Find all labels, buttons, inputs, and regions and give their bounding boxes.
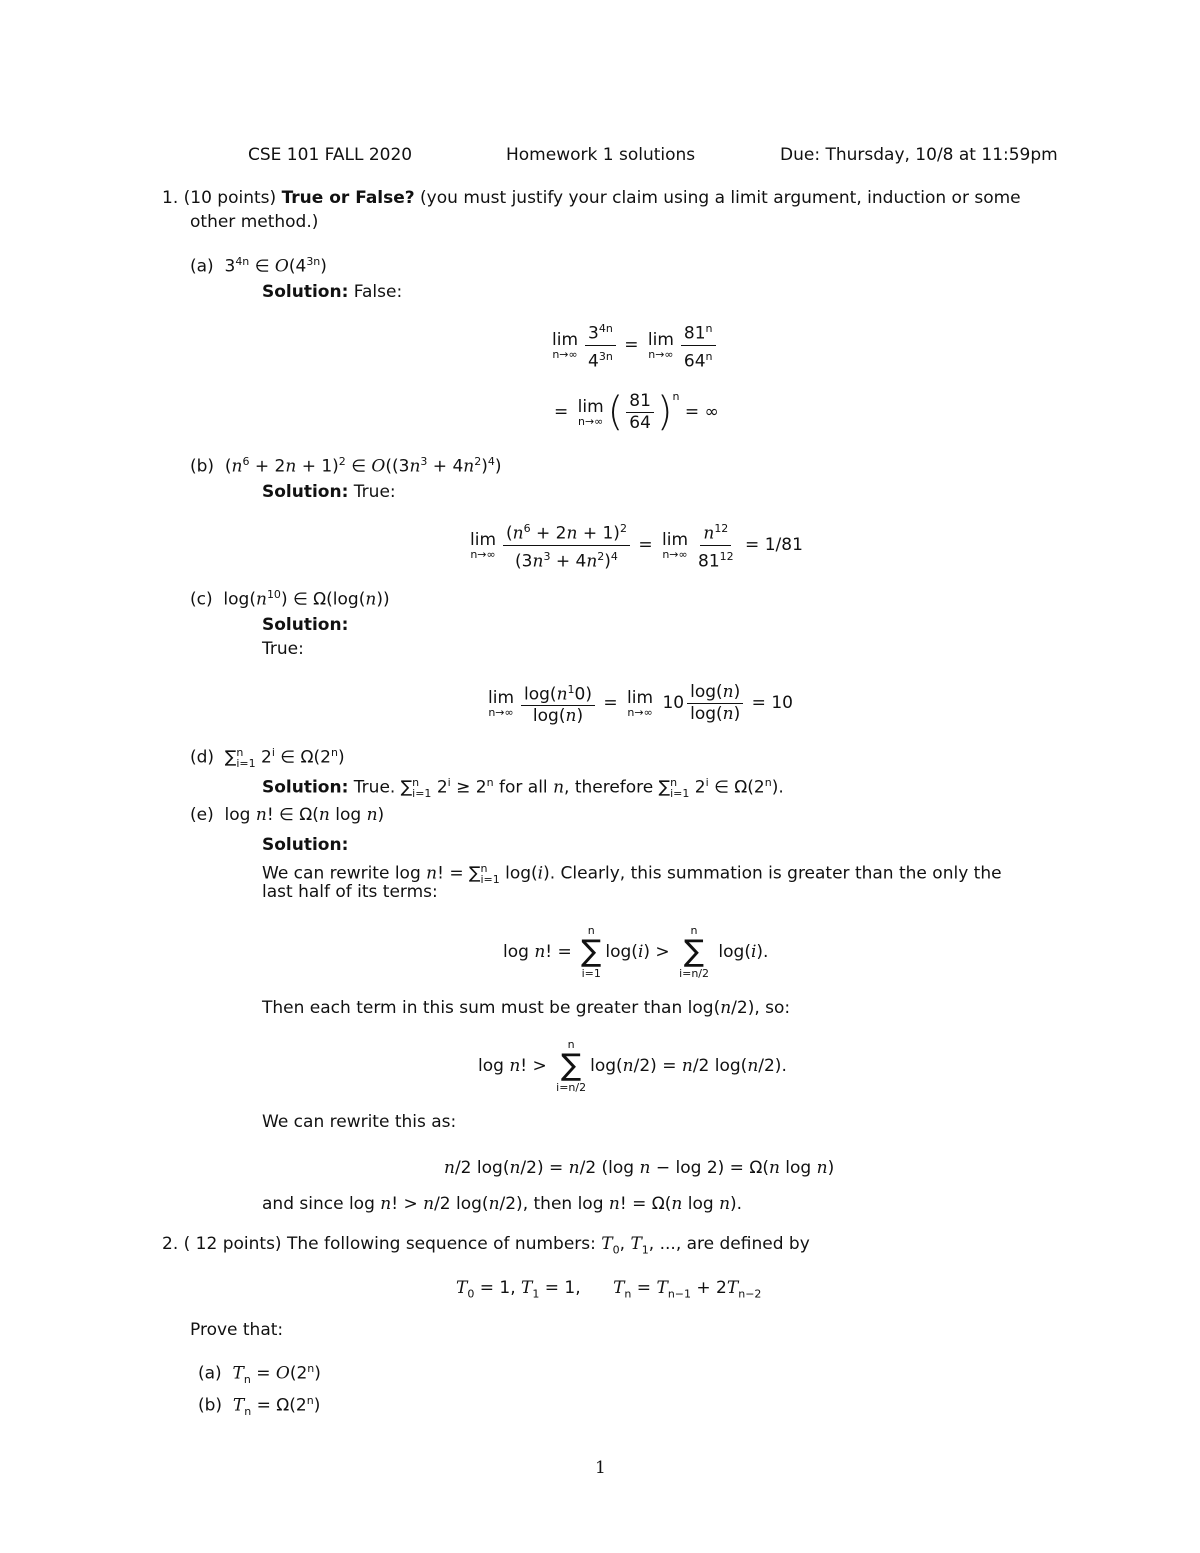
q1a-equation-2: = lim n→∞ ( $\frac{81}{64}$ ) $^n$ = ∞ [554,389,719,435]
q1e-equation-3: n/2 log(n/2) = n/2 (log n − log 2) = Ω(n log n) [444,1158,835,1178]
q1e-line-3: Then each term in this sum must be greater than log(n/2), so: [262,998,791,1018]
page-number: 1 [595,1458,606,1478]
q1e-statement: (e) log n! ∈ Ω(n log n) [190,805,385,825]
q2b-statement: (b) $T_n = \Omega(2^n)$ [198,1394,321,1419]
q1c-statement: (c) $\log(n^{10})$ ∈ Ω(log(n)) [190,588,390,610]
q1d-solution: Solution: True. ∑$^n_{i=1}$ $2^i \ge 2^n$ for all n, therefore ∑$^n_{i=1}$ 2$^i$ ∈ Ω(2$^n$). [262,776,784,801]
q1-intro: 1. (10 points) True or False? (you must justify your claim using a limit argument, induction or some [162,188,1021,208]
q2-prove: Prove that: [190,1320,284,1340]
q2a-statement: (a) $T_n = O(2^n)$ [198,1362,321,1387]
q1e-solution-label: Solution: [262,835,349,855]
header-title: Homework 1 solutions [506,145,696,165]
q1e-equation-2: log n! > n ∑ i=n/2 log(n/2) = n/2 log(n/2). [478,1038,787,1094]
q1-intro-cont: other method.) [190,212,319,232]
q1b-equation: lim n→∞ $\frac{(n^6 + 2n + 1)^2}{(3n^3 + 4n^2)^4}$ = lim n→∞ $\frac{n^{12}}{81^{12}}$ = 1/81 [466,520,803,570]
q1a-statement: (a) $3^{4n}$ ∈ $O(4^{3n})$ [190,255,327,277]
q1c-solution-label: Solution: [262,615,349,635]
q1c-equation: lim n→∞ $\frac{\log(n^10)}{\log(n)}$ = lim n→∞ 10 $\frac{\log(n)}{\log(n)}$ = 10 [488,681,793,727]
q1a-solution: Solution: False: [262,282,403,302]
q2-intro: 2. ( 12 points) The following sequence of numbers: $T_0$, $T_1$, ..., are defined by [162,1234,810,1257]
q1e-line-1: We can rewrite log n! = ∑$^n_{i=1}$ log(i). Clearly, this summation is greater than the only the [262,862,1002,887]
header-due: Due: Thursday, 10/8 at 11:59pm [780,145,1058,165]
q1b-solution: Solution: True: [262,482,396,502]
q2-recurrence: $T_0 = 1$, $T_1 = 1$, $T_n = T_{n-1} + 2T_{n-2}$ [456,1278,762,1301]
q1a-equation-1: lim n→∞ $\frac{3^{4n}}{4^{3n}}$ = lim n→∞ $\frac{81^n}{64^n}$ [548,320,719,370]
q1e-line-4: We can rewrite this as: [262,1112,457,1132]
q1b-statement: (b) $(n^6 + 2n + 1)^2$ ∈ $O((3n^3 + 4n^2)^4)$ [190,455,502,477]
header-course: CSE 101 FALL 2020 [248,145,413,165]
q1e-equation-1: log n! = n ∑ i=1 log(i) > n ∑ i=n/2 log(i). [503,924,769,980]
q1e-line-5: and since log n! > n/2 log(n/2), then log n! = Ω(n log n). [262,1194,743,1214]
q1e-line-2: last half of its terms: [262,882,438,902]
q1d-statement: (d) ∑$^n_{i=1}$ 2$^i$ ∈ Ω(2$^n$) [190,746,345,771]
q1c-verdict: True: [262,639,304,659]
